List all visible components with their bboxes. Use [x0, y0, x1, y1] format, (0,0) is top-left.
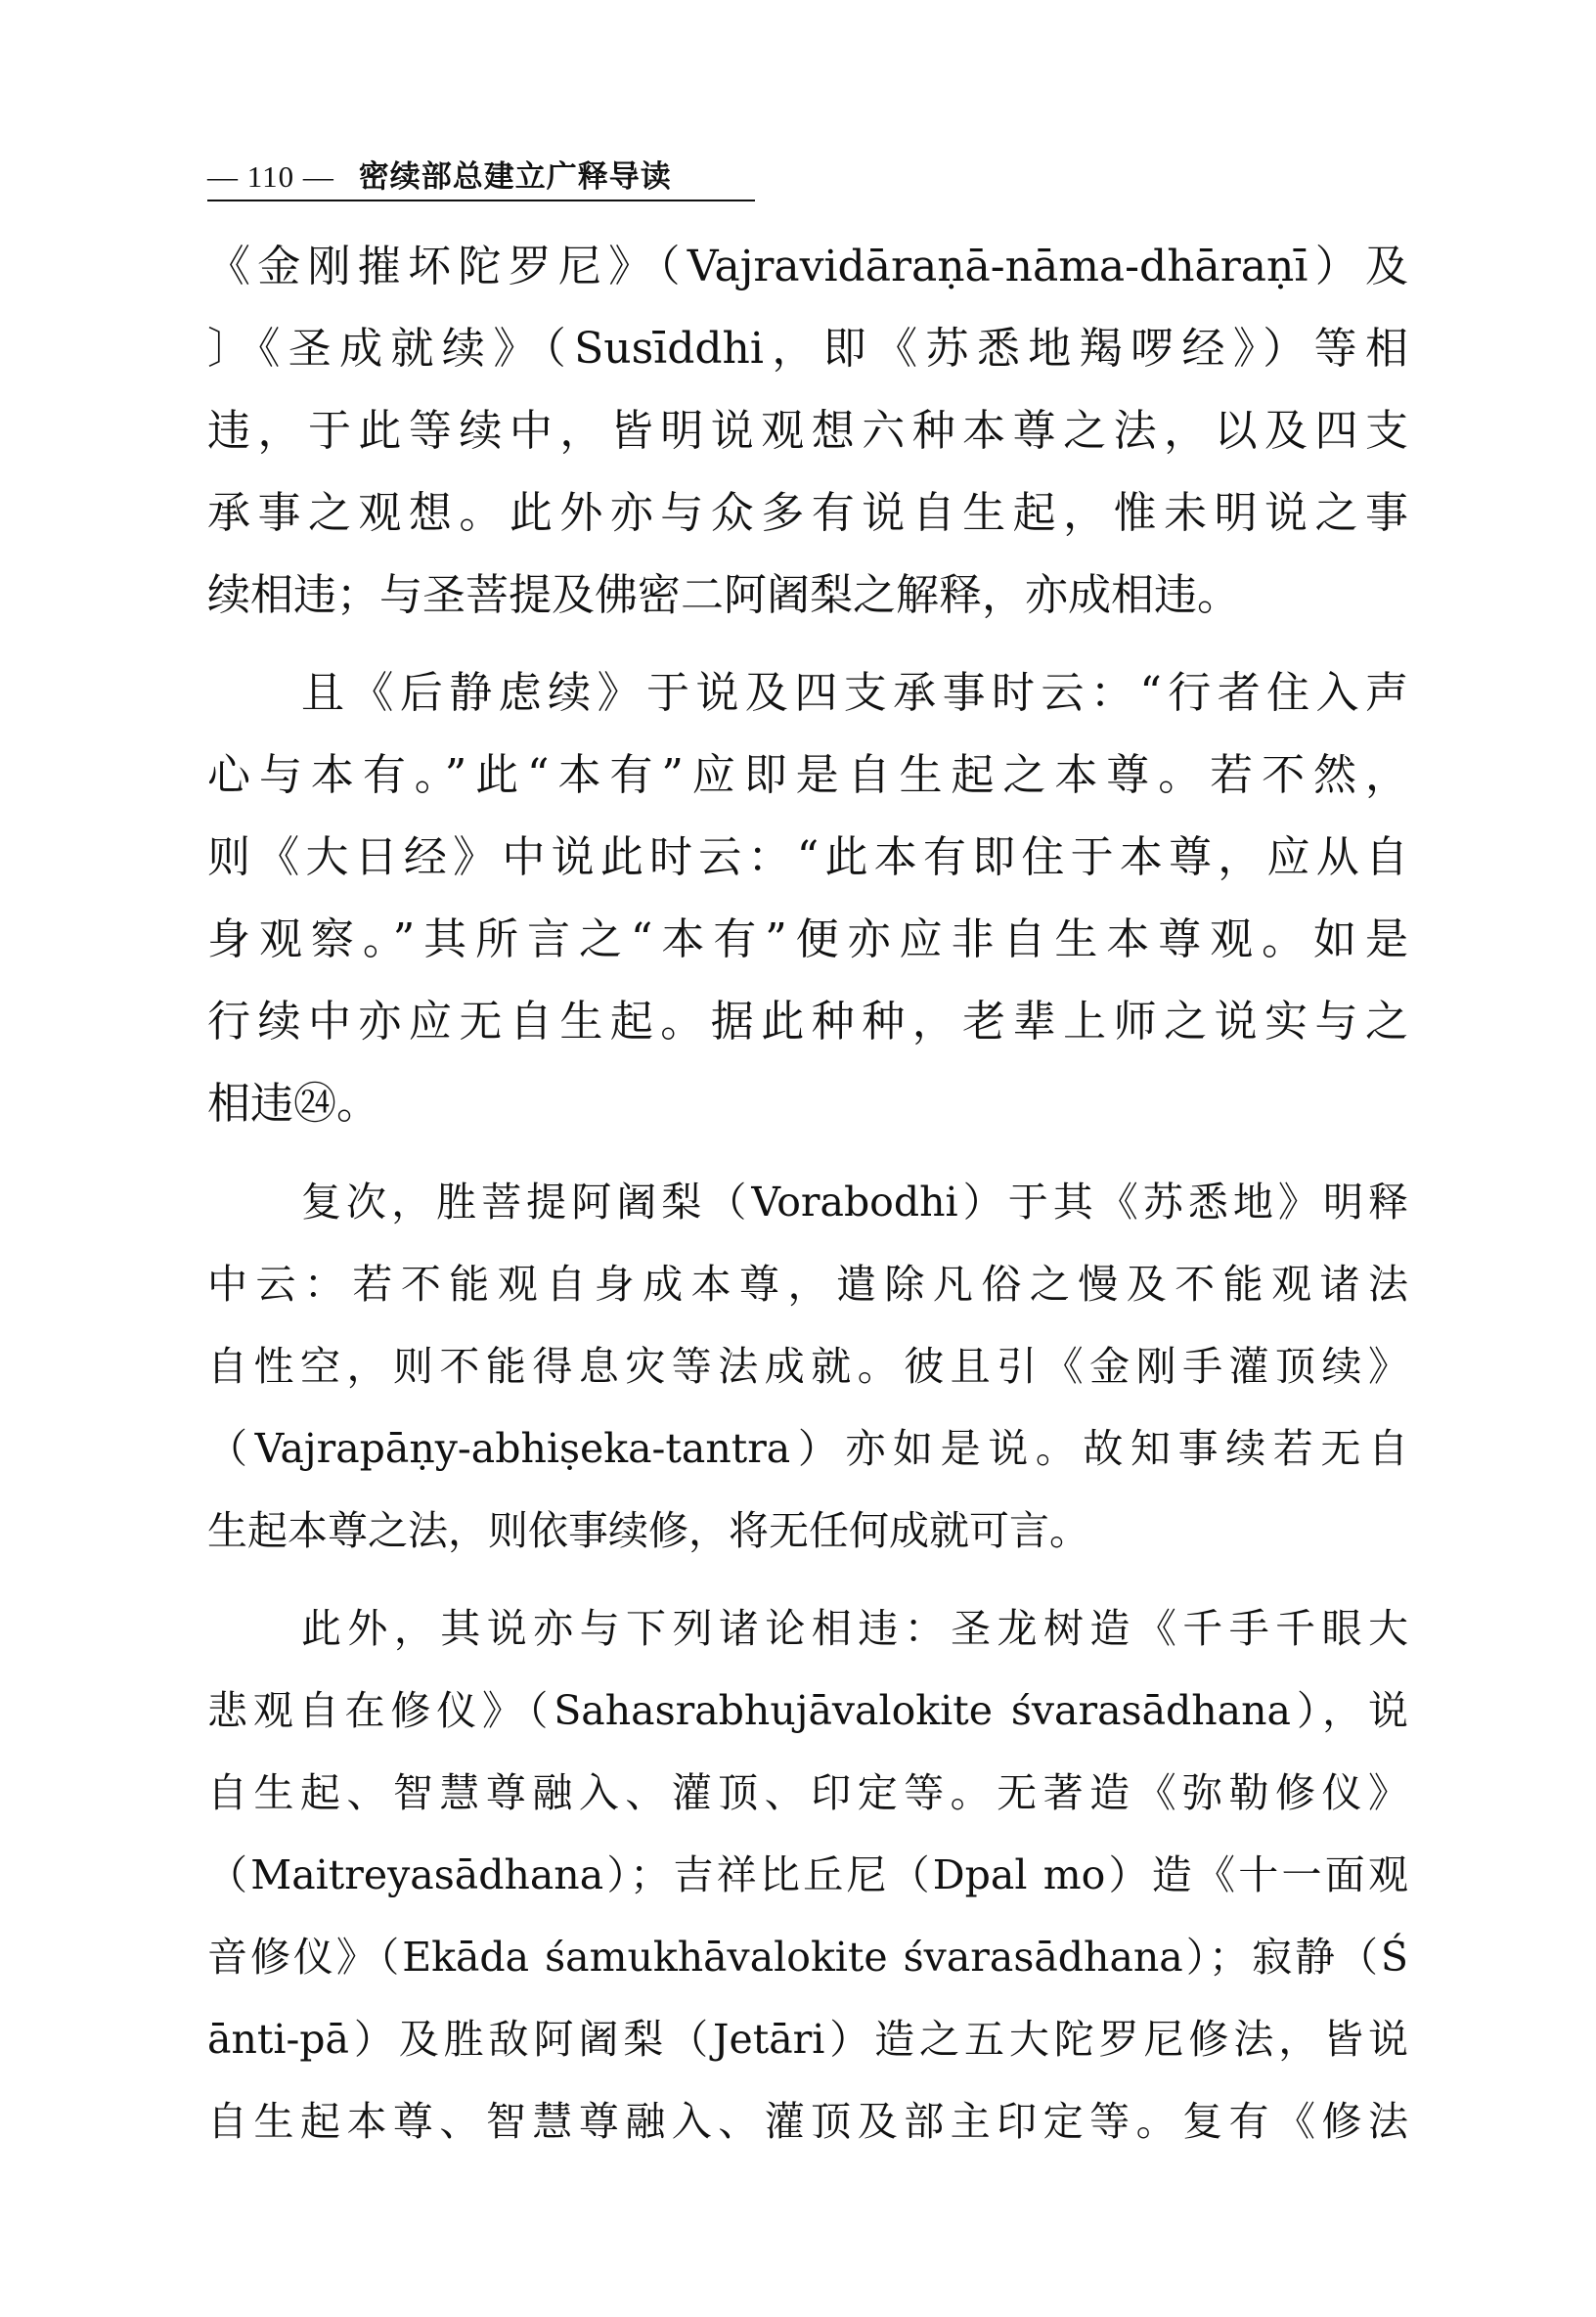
text-line: （Maitreyasādhana）；吉祥比丘尼（Dpal mo）造《十一面观 — [207, 1851, 1408, 1898]
text-line: 悲观自在修仪》（Sahasrabhujāvalokite śvarasādhana），说 — [207, 1687, 1408, 1734]
text-line: 违，于此等续中，皆明说观想六种本尊之法，以及四支 — [207, 406, 1408, 456]
text-line: 相违㉔。 — [207, 1079, 379, 1129]
text-line: 续相违；与圣菩提及佛密二阿阇梨之解释，亦成相违。 — [207, 570, 1240, 620]
text-line: 〕《圣成就续》（Susīddhi，即《苏悉地羯啰经》）等相 — [207, 324, 1408, 374]
page-number: — 110 — — [207, 159, 334, 194]
text-line: 《金刚摧坏陀罗尼》（Vajravidāraṇā-nāma-dhāraṇī）及 — [207, 242, 1408, 291]
text-line: ānti-pā）及胜敌阿阇梨（Jetāri）造之五大陀罗尼修法，皆说 — [207, 2016, 1408, 2063]
text-line: 行续中亦应无自生起。据此种种，老辈上师之说实与之 — [207, 997, 1408, 1047]
text-line: 且《后静虑续》于说及四支承事时云：“行者住入声 — [301, 668, 1408, 718]
text-line: 则《大日经》中说此时云：“此本有即住于本尊，应从自 — [207, 832, 1408, 882]
text-line: （Vajrapāṇy-abhiṣeka-tantra）亦如是说。故知事续若无自 — [207, 1425, 1408, 1472]
text-line: 心与本有。”此“本有”应即是自生起之本尊。若不然， — [207, 750, 1408, 800]
text-line: 音修仪》（Ekāda śamukhāvalokite śvarasādhana）；寂静（Ś — [207, 1934, 1408, 1981]
text-line: 复次，胜菩提阿阇梨（Vorabodhi）于其《苏悉地》明释 — [301, 1179, 1408, 1225]
text-line: 中云：若不能观自身成本尊，遣除凡俗之慢及不能观诸法 — [207, 1261, 1408, 1308]
text-line: 自生起本尊、智慧尊融入、灌顶及部主印定等。复有《修法 — [207, 2098, 1408, 2145]
text-line: 生起本尊之法，则依事续修，将无任何成就可言。 — [207, 1507, 1089, 1554]
text-line: 身观察。”其所言之“本有”便亦应非自生本尊观。如是 — [207, 914, 1408, 964]
text-line: 自性空，则不能得息灾等法成就。彼且引《金刚手灌顶续》 — [207, 1343, 1408, 1390]
text-line: 承事之观想。此外亦与众多有说自生起，惟未明说之事 — [207, 488, 1408, 538]
book-title: 密续部总建立广释导读 — [358, 159, 672, 195]
text-line: 自生起、智慧尊融入、灌顶、印定等。无著造《弥勒修仪》 — [207, 1769, 1408, 1816]
running-head — [207, 155, 755, 201]
text-line: 此外，其说亦与下列诸论相违：圣龙树造《千手千眼大 — [301, 1605, 1408, 1652]
